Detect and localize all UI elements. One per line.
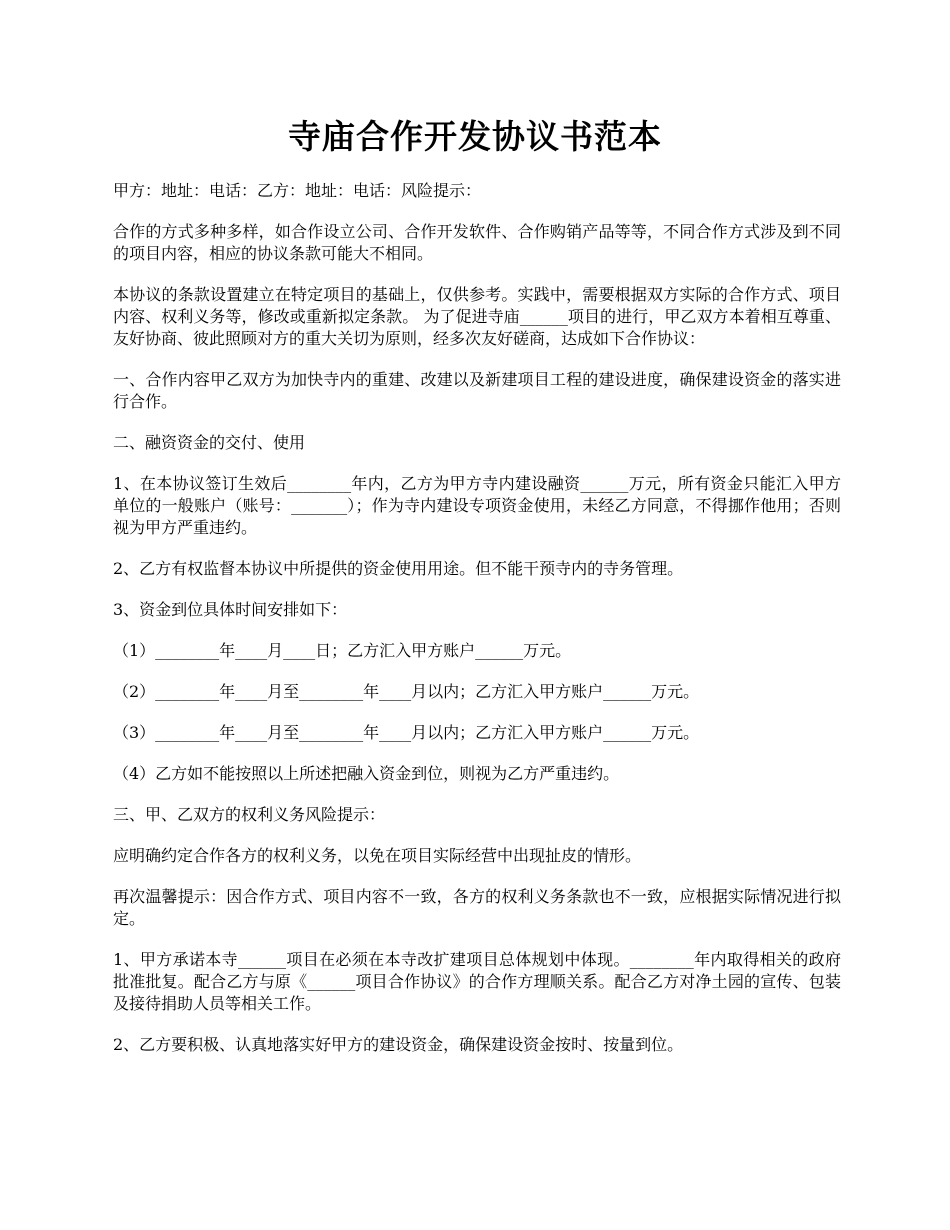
- document-title: 寺庙合作开发协议书范本: [288, 117, 662, 156]
- reminder-paragraph: 再次温馨提示：因合作方式、项目内容不一致，各方的权利义务条款也不一致，应根据实际情况进行拟定。: [113, 887, 841, 928]
- clause-3-1: 1、甲方承诺本寺______项目在必须在本寺改扩建项目总体规划中体现。________年内取得相关的政府批准批复。配合乙方与原《______项目合作协议》的合作方理顺关系。配合乙方对净土园的宣传、包装及接待捐助人员等相关工作。: [113, 950, 841, 1013]
- schedule-item-1: （1）________年____月____日；乙方汇入甲方账户______万元。: [113, 641, 572, 660]
- section-2-heading: 二、融资资金的交付、使用: [113, 433, 306, 452]
- section-3-heading: 三、甲、乙双方的权利义务风险提示：: [113, 805, 386, 824]
- party-info-paragraph: 甲方：地址：电话：乙方：地址：电话：风险提示：: [113, 181, 482, 200]
- cooperation-methods-paragraph: 合作的方式多种多样，如合作设立公司、合作开发软件、合作购销产品等等，不同合作方式涉及到不同的项目内容，相应的协议条款可能大不相同。: [113, 222, 841, 263]
- clause-2-3: 3、资金到位具体时间安排如下：: [113, 600, 348, 619]
- rights-obligations-note: 应明确约定合作各方的权利义务，以免在项目实际经营中出现扯皮的情形。: [113, 846, 642, 865]
- section-1-cooperation-content: 一、合作内容甲乙双方为加快寺内的重建、改建以及新建项目工程的建设进度，确保建设资金的落实进行合作。: [113, 370, 841, 411]
- schedule-item-3: （3）________年____月至________年____月以内；乙方汇入甲方账户______万元。: [113, 723, 700, 742]
- preamble-paragraph: 本协议的条款设置建立在特定项目的基础上，仅供参考。实践中，需要根据双方实际的合作方式、项目内容、权利义务等，修改或重新拟定条款。 为了促进寺庙______项目的进行，甲乙双方本着相互尊重、友好协商、彼此照顾对方的重大关切为原则，经多次友好磋商，达成如下合作协议：: [113, 285, 841, 348]
- clause-2-2: 2、乙方有权监督本协议中所提供的资金使用用途。但不能干预寺内的寺务管理。: [113, 559, 684, 578]
- clause-2-1: 1、在本协议签订生效后________年内，乙方为甲方寺内建设融资______万元，所有资金只能汇入甲方单位的一般账户（账号：_______）；作为寺内建设专项资金使用，未经乙方同意，不得挪作他用；否则视为甲方严重违约。: [113, 474, 841, 537]
- schedule-item-2: （2）________年____月至________年____月以内；乙方汇入甲方账户______万元。: [113, 682, 700, 701]
- schedule-item-4: （4）乙方如不能按照以上所述把融入资金到位，则视为乙方严重违约。: [113, 764, 620, 783]
- clause-3-2: 2、乙方要积极、认真地落实好甲方的建设资金，确保建设资金按时、按量到位。: [113, 1035, 684, 1054]
- document-body: [113, 180, 841, 1075]
